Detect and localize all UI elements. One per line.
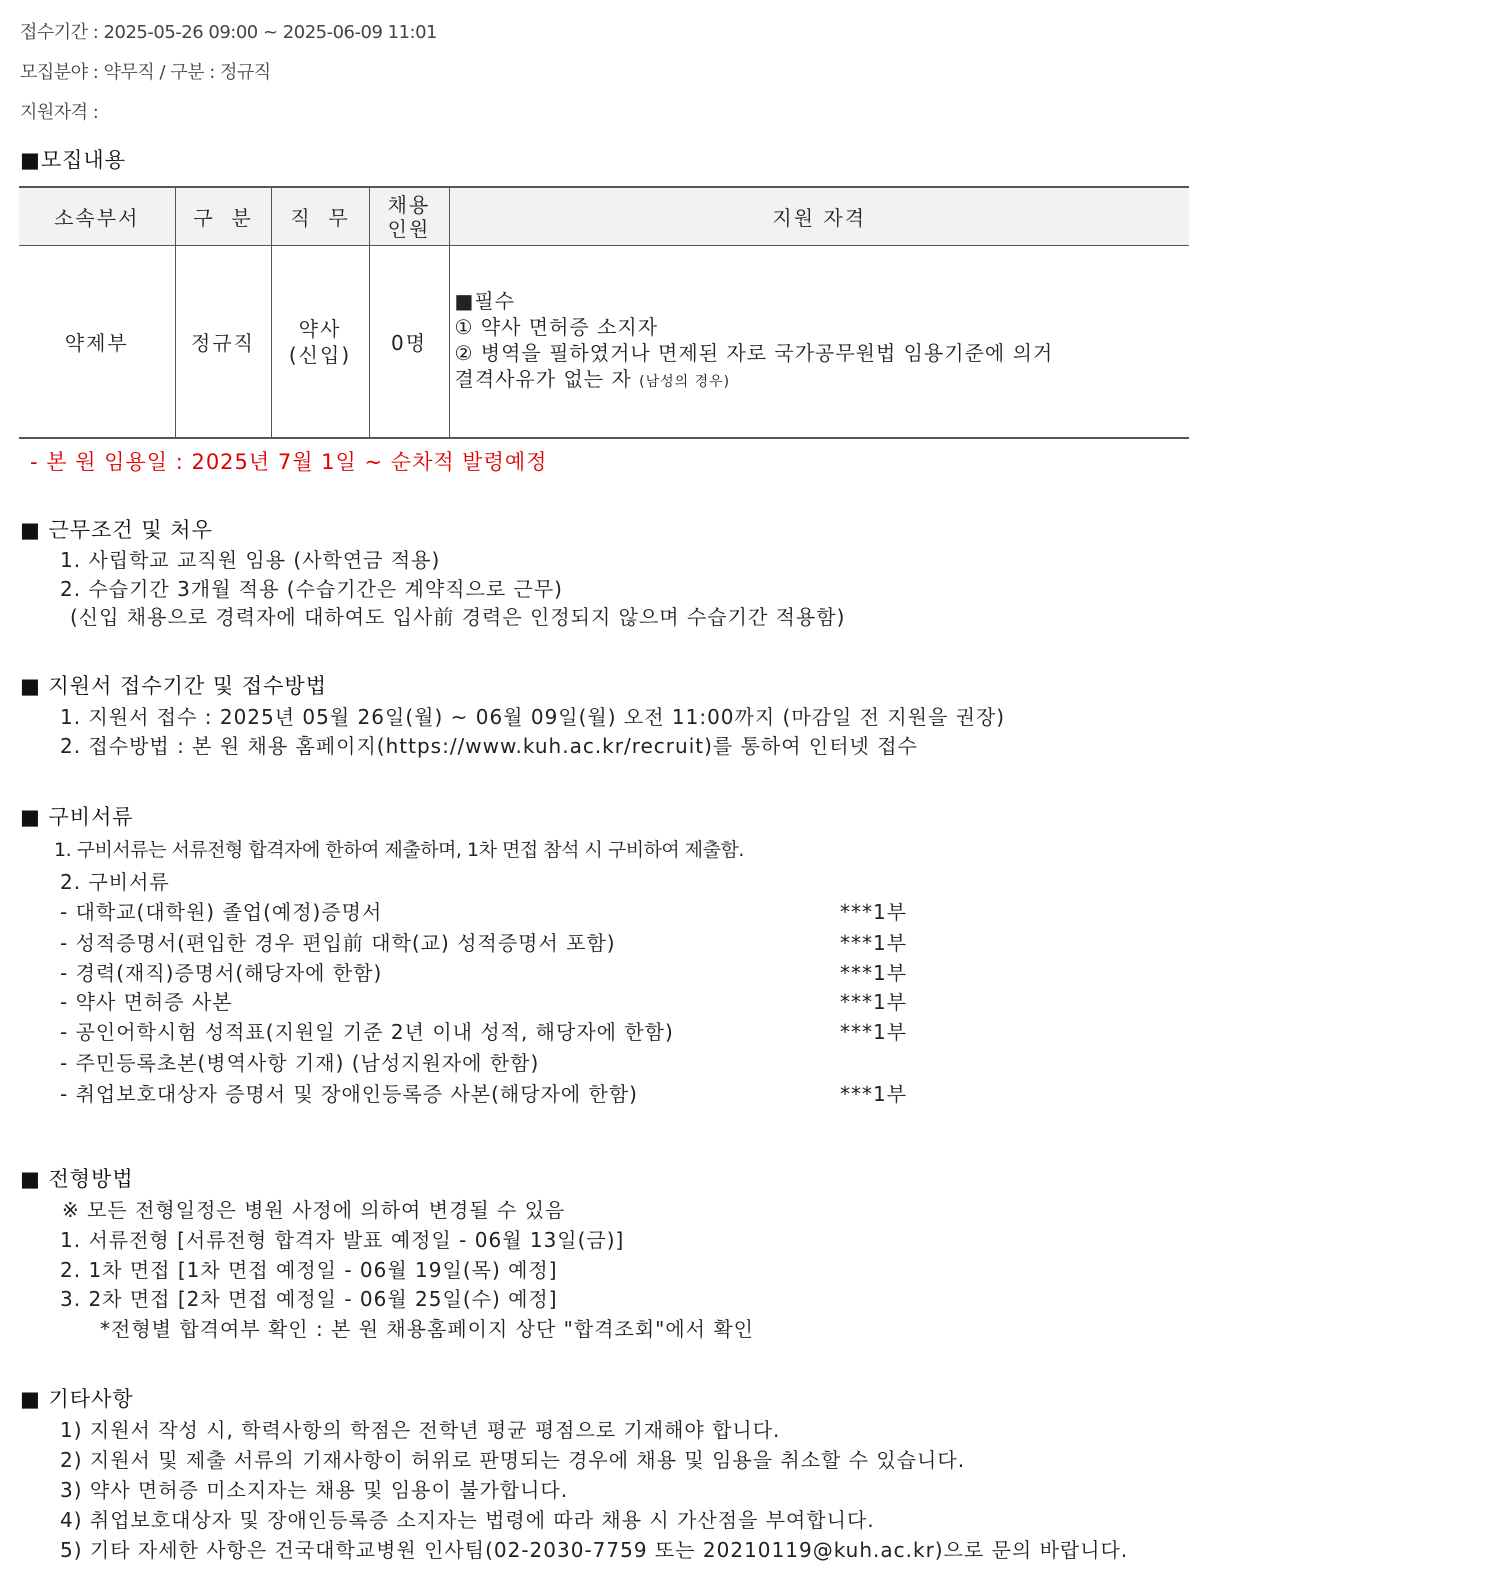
document-item: - 경력(재직)증명서(해당자에 한함) ***1부 — [60, 957, 960, 986]
table-row — [19, 246, 1189, 439]
document-count: ***1부 — [840, 1082, 908, 1106]
cell-dept: 약제부 — [19, 246, 175, 439]
document-item: - 약사 면허증 사본 ***1부 — [60, 986, 960, 1015]
documents-intro: 1. 구비서류는 서류전형 합격자에 한하여 제출하며, 1차 면접 참석 시 구비하여 제출함. — [54, 839, 744, 861]
conditions-line-2: 2. 수습기간 3개월 적용 (수습기간은 계약직으로 근무) — [60, 577, 563, 601]
selection-notice: ※ 모든 전형일정은 병원 사정에 의하여 변경될 수 있음 — [62, 1198, 566, 1222]
documents-heading: ■ 구비서류 — [20, 805, 134, 829]
recruit-heading: ■모집내용 — [20, 148, 126, 172]
selection-result-note: *전형별 합격여부 확인 : 본 원 채용홈페이지 상단 "합격조회"에서 확인 — [100, 1317, 754, 1341]
documents-subheading: 2. 구비서류 — [60, 870, 170, 894]
recruit-field: 모집분야 : 약무직 / 구분 : 정규직 — [20, 62, 271, 83]
application-line-1: 1. 지원서 접수 : 2025년 05월 26일(월) ~ 06월 09일(월) 오전 11:00까지 (마감일 전 지원을 권장) — [60, 705, 1006, 729]
header-dept: 소속부서 — [19, 187, 175, 246]
document-count: ***1부 — [840, 1020, 908, 1044]
qual-item-3: 결격사유가 없는 자 (남성의 경우) — [454, 367, 731, 391]
header-count: 채용 인원 — [369, 187, 449, 246]
table-header-row — [19, 187, 1189, 246]
selection-step-2: 2. 1차 면접 [1차 면접 예정일 - 06월 19일(목) 예정] — [60, 1258, 558, 1282]
document-count: ***1부 — [840, 931, 908, 955]
cell-type: 정규직 — [175, 246, 271, 439]
recruit-table — [19, 186, 1189, 439]
document-item: - 취업보호대상자 증명서 및 장애인등록증 사본(해당자에 한함) ***1부 — [60, 1078, 960, 1107]
document-item: - 대학교(대학원) 졸업(예정)증명서 ***1부 — [60, 896, 960, 925]
qual-item-1: ① 약사 면허증 소지자 — [454, 315, 659, 339]
cell-job: 약사 (신입) — [271, 246, 369, 439]
header-type: 구 분 — [175, 187, 271, 246]
selection-heading: ■ 전형방법 — [20, 1167, 134, 1191]
application-heading: ■ 지원서 접수기간 및 접수방법 — [20, 674, 327, 698]
header-job: 직 무 — [271, 187, 369, 246]
header-qualification: 지원 자격 — [449, 187, 1189, 246]
document-count: ***1부 — [840, 990, 908, 1014]
etc-line-4: 4) 취업보호대상자 및 장애인등록증 소지자는 법령에 따라 채용 시 가산점을 부여합니다. — [60, 1508, 875, 1532]
application-line-2: 2. 접수방법 : 본 원 채용 홈페이지(https://www.kuh.ac.kr/recruit)를 통하여 인터넷 접수 — [60, 734, 918, 758]
qual-title: ■필수 — [454, 289, 516, 313]
selection-step-1: 1. 서류전형 [서류전형 합격자 발표 예정일 - 06월 13일(금)] — [60, 1228, 625, 1252]
cell-count: 0명 — [369, 246, 449, 439]
appointment-note: - 본 원 임용일 : 2025년 7월 1일 ~ 순차적 발령예정 — [30, 450, 548, 474]
conditions-heading: ■ 근무조건 및 처우 — [20, 518, 213, 542]
etc-line-1: 1) 지원서 작성 시, 학력사항의 학점은 전학년 평균 평점으로 기재해야 합니다. — [60, 1418, 781, 1442]
document-item: - 주민등록초본(병역사항 기재) (남성지원자에 한함) — [60, 1051, 540, 1075]
conditions-line-3: (신입 채용으로 경력자에 대하여도 입사前 경력은 인정되지 않으며 수습기간 적용함) — [70, 605, 846, 629]
document-count: ***1부 — [840, 961, 908, 985]
etc-heading: ■ 기타사항 — [20, 1387, 134, 1411]
qualification-label: 지원자격 : — [20, 102, 99, 123]
cell-qualification — [449, 246, 1189, 439]
etc-line-3: 3) 약사 면허증 미소지자는 채용 및 임용이 불가합니다. — [60, 1478, 569, 1502]
etc-line-5: 5) 기타 자세한 사항은 건국대학교병원 인사팀(02-2030-7759 또는 20210119@kuh.ac.kr)으로 문의 바랍니다. — [60, 1538, 1129, 1562]
selection-step-3: 3. 2차 면접 [2차 면접 예정일 - 06월 25일(수) 예정] — [60, 1287, 558, 1311]
document-item: - 성적증명서(편입한 경우 편입前 대학(교) 성적증명서 포함) ***1부 — [60, 927, 960, 956]
etc-line-2: 2) 지원서 및 제출 서류의 기재사항이 허위로 판명되는 경우에 채용 및 임용을 취소할 수 있습니다. — [60, 1448, 966, 1472]
application-period: 접수기간 : 2025-05-26 09:00 ~ 2025-06-09 11:01 — [20, 22, 437, 43]
conditions-line-1: 1. 사립학교 교직원 임용 (사학연금 적용) — [60, 548, 441, 572]
document-count: ***1부 — [840, 900, 908, 924]
qual-item-2: ② 병역을 필하였거나 면제된 자로 국가공무원법 임용기준에 의거 — [454, 341, 1054, 365]
document-item: - 공인어학시험 성적표(지원일 기준 2년 이내 성적, 해당자에 한함) ***1부 — [60, 1016, 960, 1045]
qual-item-3-note: (남성의 경우) — [639, 374, 731, 390]
